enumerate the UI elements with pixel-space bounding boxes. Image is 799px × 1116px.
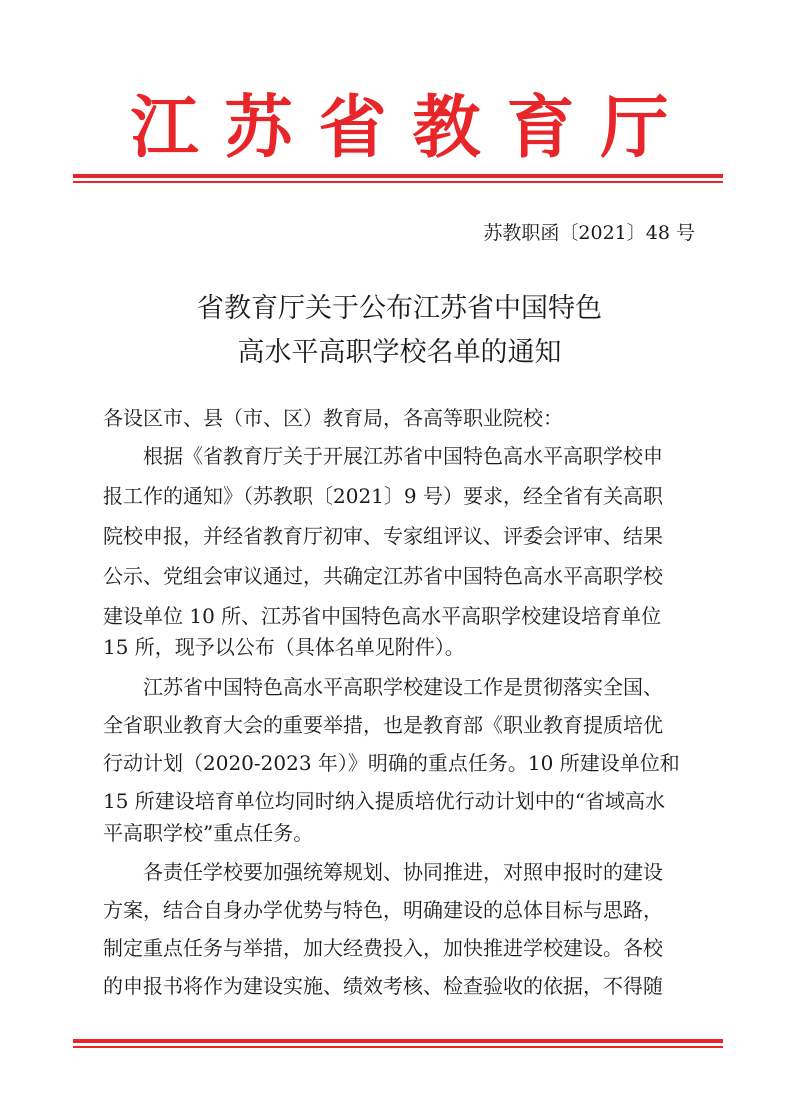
footer-rule-thin bbox=[73, 1046, 723, 1048]
document-title-line-1: 省教育厅关于公布江苏省中国特色 bbox=[197, 293, 602, 324]
body-line: 建设单位 10 所、江苏省中国特色高水平高职学校建设培育单位 bbox=[103, 604, 662, 628]
footer-rule-thick bbox=[73, 1039, 723, 1043]
body-line: 15 所，现予以公布（具体名单见附件）。 bbox=[103, 635, 465, 659]
header-rule-thick bbox=[73, 174, 723, 178]
body-line: 各责任学校要加强统筹规划、协同推进，对照申报时的建设 bbox=[143, 860, 663, 884]
body-line: 方案，结合自身办学优势与特色，明确建设的总体目标与思路， bbox=[103, 898, 663, 922]
salutation: 各设区市、县（市、区）教育局，各高等职业院校： bbox=[103, 406, 563, 430]
body-line: 15 所建设培育单位均同时纳入提质培优行动计划中的“省域高水 bbox=[103, 789, 666, 813]
body-line: 制定重点任务与举措，加大经费投入，加快推进学校建设。各校 bbox=[103, 936, 663, 960]
body-line: 公示、党组会审议通过，共确定江苏省中国特色高水平高职学校 bbox=[103, 564, 663, 588]
body-line: 根据《省教育厅关于开展江苏省中国特色高水平高职学校申 bbox=[143, 444, 663, 468]
document-number: 苏教职函〔2021〕48 号 bbox=[483, 222, 695, 244]
body-line: 全省职业教育大会的重要举措，也是教育部《职业教育提质培优 bbox=[103, 713, 663, 737]
body-line: 平高职学校”重点任务。 bbox=[103, 821, 314, 845]
body-line: 的申报书将作为建设实施、绩效考核、检查验收的依据，不得随 bbox=[103, 974, 663, 998]
body-line: 报工作的通知》（苏教职〔2021〕9 号）要求，经全省有关高职 bbox=[103, 484, 663, 508]
body-line: 江苏省中国特色高水平高职学校建设工作是贯彻落实全国、 bbox=[143, 675, 663, 699]
document-title-line-2: 高水平高职学校名单的通知 bbox=[237, 337, 562, 368]
body-line: 院校申报，并经省教育厅初审、专家组评议、评委会评审、结果 bbox=[103, 524, 663, 548]
body-line: 行动计划（2020-2023 年）》明确的重点任务。10 所建设单位和 bbox=[103, 751, 680, 775]
masthead-title: 江苏省教育厅 bbox=[130, 88, 695, 168]
header-rule-thin bbox=[73, 181, 723, 183]
